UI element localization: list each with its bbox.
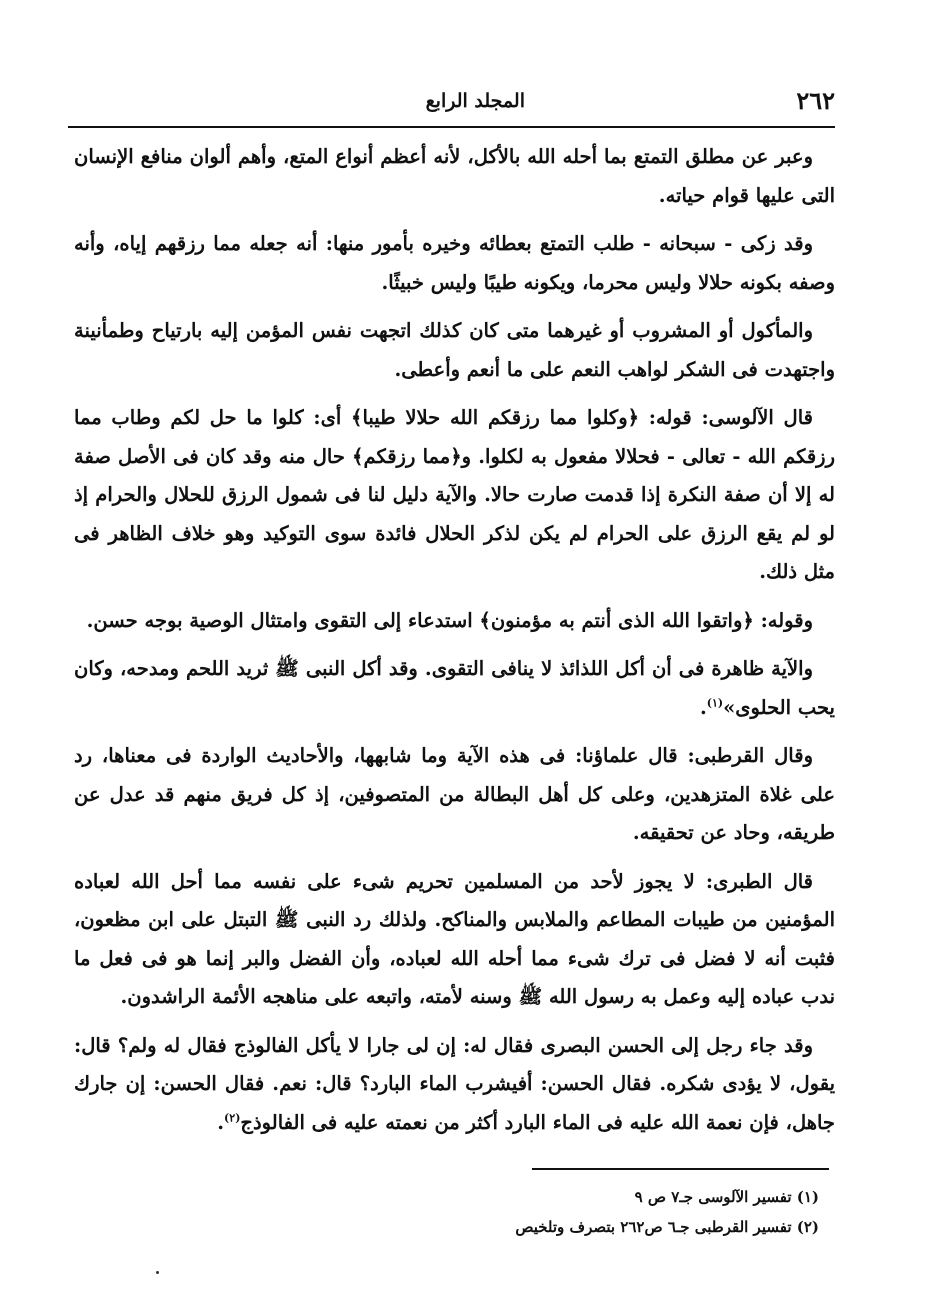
paragraph-7-text: وقال القرطبى: قال علماؤنا: فى هذه الآية وما شابهها، والأحاديث الواردة فى معناها، رد على غلاة المتزهدين، وعلى كل أهل البطالة من المتصوفين، إذ كل فريق منهم قد عدل عن طريقه، وحاد عن تحقيقه. [74, 744, 835, 844]
footnote-ref-1[interactable]: (١) [706, 696, 724, 709]
body-text [74, 138, 835, 1152]
footnote-ref-2[interactable]: (٢) [224, 1111, 241, 1124]
page-number: ٢٦٢ [796, 86, 835, 115]
paragraph-8 [74, 863, 835, 1017]
footnotes [300, 1182, 819, 1242]
paragraph-9-text: وقد جاء رجل إلى الحسن البصرى فقال له: إن لى جارا لا يأكل الفالوذج فقال له ولم؟ قال: يقول، لا يؤدى شكره. فقال الحسن: أفيشرب الماء البارد؟ قال: نعم. فقال الحسن: إن جارك جاهل، فإن نعمة الله عليه فى الماء البارد أكثر من نعمته عليه فى الفالوذج [74, 1033, 835, 1134]
scan-speck [156, 1271, 159, 1274]
paragraph-9-end: . [217, 1110, 225, 1134]
paragraph-2-text: وقد زكى - سبحانه - طلب التمتع بعطائه وخيره بأمور منها: أنه جعله مما رزقهم إياه، وأنه وصفه بكونه حلالا وليس محرما، ويكونه طيبًا وليس خبيثًا. [74, 232, 835, 294]
footnote-1: (١) تفسير الآلوسى جـ٧ ص ٩ [634, 1188, 819, 1206]
paragraph-9 [74, 1027, 835, 1143]
header-rule [68, 126, 835, 128]
paragraph-7 [74, 737, 835, 853]
paragraph-1 [74, 138, 835, 215]
footnote-2: (٢) تفسير القرطبى جـ٦ ص٢٦٢ بتصرف وتلخيص [515, 1218, 819, 1236]
paragraph-3 [74, 312, 835, 389]
paragraph-2 [74, 225, 835, 302]
paragraph-1-text: وعبر عن مطلق التمتع بما أحله الله بالأكل، لأنه أعظم أنواع المتع، وأهم ألوان منافع الإنسان التى عليها قوام حياته. [74, 145, 835, 207]
paragraph-5-text: وقوله: ﴿واتقوا الله الذى أنتم به مؤمنون﴾ استدعاء إلى التقوى وامتثال الوصية بوجه حسن. [86, 608, 813, 632]
paragraph-5 [74, 602, 835, 641]
paragraph-3-text: والمأكول أو المشروب أو غيرهما متى كان كذلك اتجهت نفس المؤمن إليه بارتياح وطمأنينة واجتهدت فى الشكر لواهب النعم على ما أنعم وأعطى. [74, 319, 835, 381]
page-header [68, 82, 835, 122]
running-head: المجلد الرابع [425, 90, 525, 112]
paragraph-8-text: قال الطبرى: لا يجوز لأحد من المسلمين تحريم شىء على نفسه مما أحل الله لعباده المؤمنين من طيبات المطاعم والملابس والمناكح. ولذلك رد النبى ﷺ التبتل على ابن مظعون، فثبت أنه لا فضل فى ترك شىء مما أحله الله لعباده، وأن الفضل والبر إنما هو فى فعل ما ندب عباده إليه وعمل به رسول الله ﷺ وسنه لأمته، واتبعه على مناهجه الأئمة الراشدون. [74, 869, 835, 1008]
paragraph-6 [74, 650, 835, 727]
paragraph-6-end: . [699, 695, 707, 719]
paragraph-4-text: قال الآلوسى: قوله: ﴿وكلوا مما رزقكم الله حلالا طيبا﴾ أى: كلوا ما حل لكم وطاب مما رزقكم الله - تعالى - فحلالا مفعول به لكلوا. و﴿مما رزقكم﴾ حال منه وقد كان فى الأصل صفة له إلا أن صفة النكرة إذا قدمت صارت حالا. والآية دليل لنا فى شمول الرزق للحلال والحرام إذ لو لم يقع الرزق على الحرام لم يكن لذكر الحلال فائدة سوى التوكيد وهو خلاف الظاهر فى مثل ذلك. [74, 406, 835, 583]
paragraph-4 [74, 399, 835, 592]
paragraph-6-text: والآية ظاهرة فى أن أكل اللذائذ لا ينافى التقوى. وقد أكل النبى ﷺ ثريد اللحم ومدحه، وكان يحب الحلوى» [74, 657, 835, 719]
footnote-rule [532, 1168, 829, 1170]
